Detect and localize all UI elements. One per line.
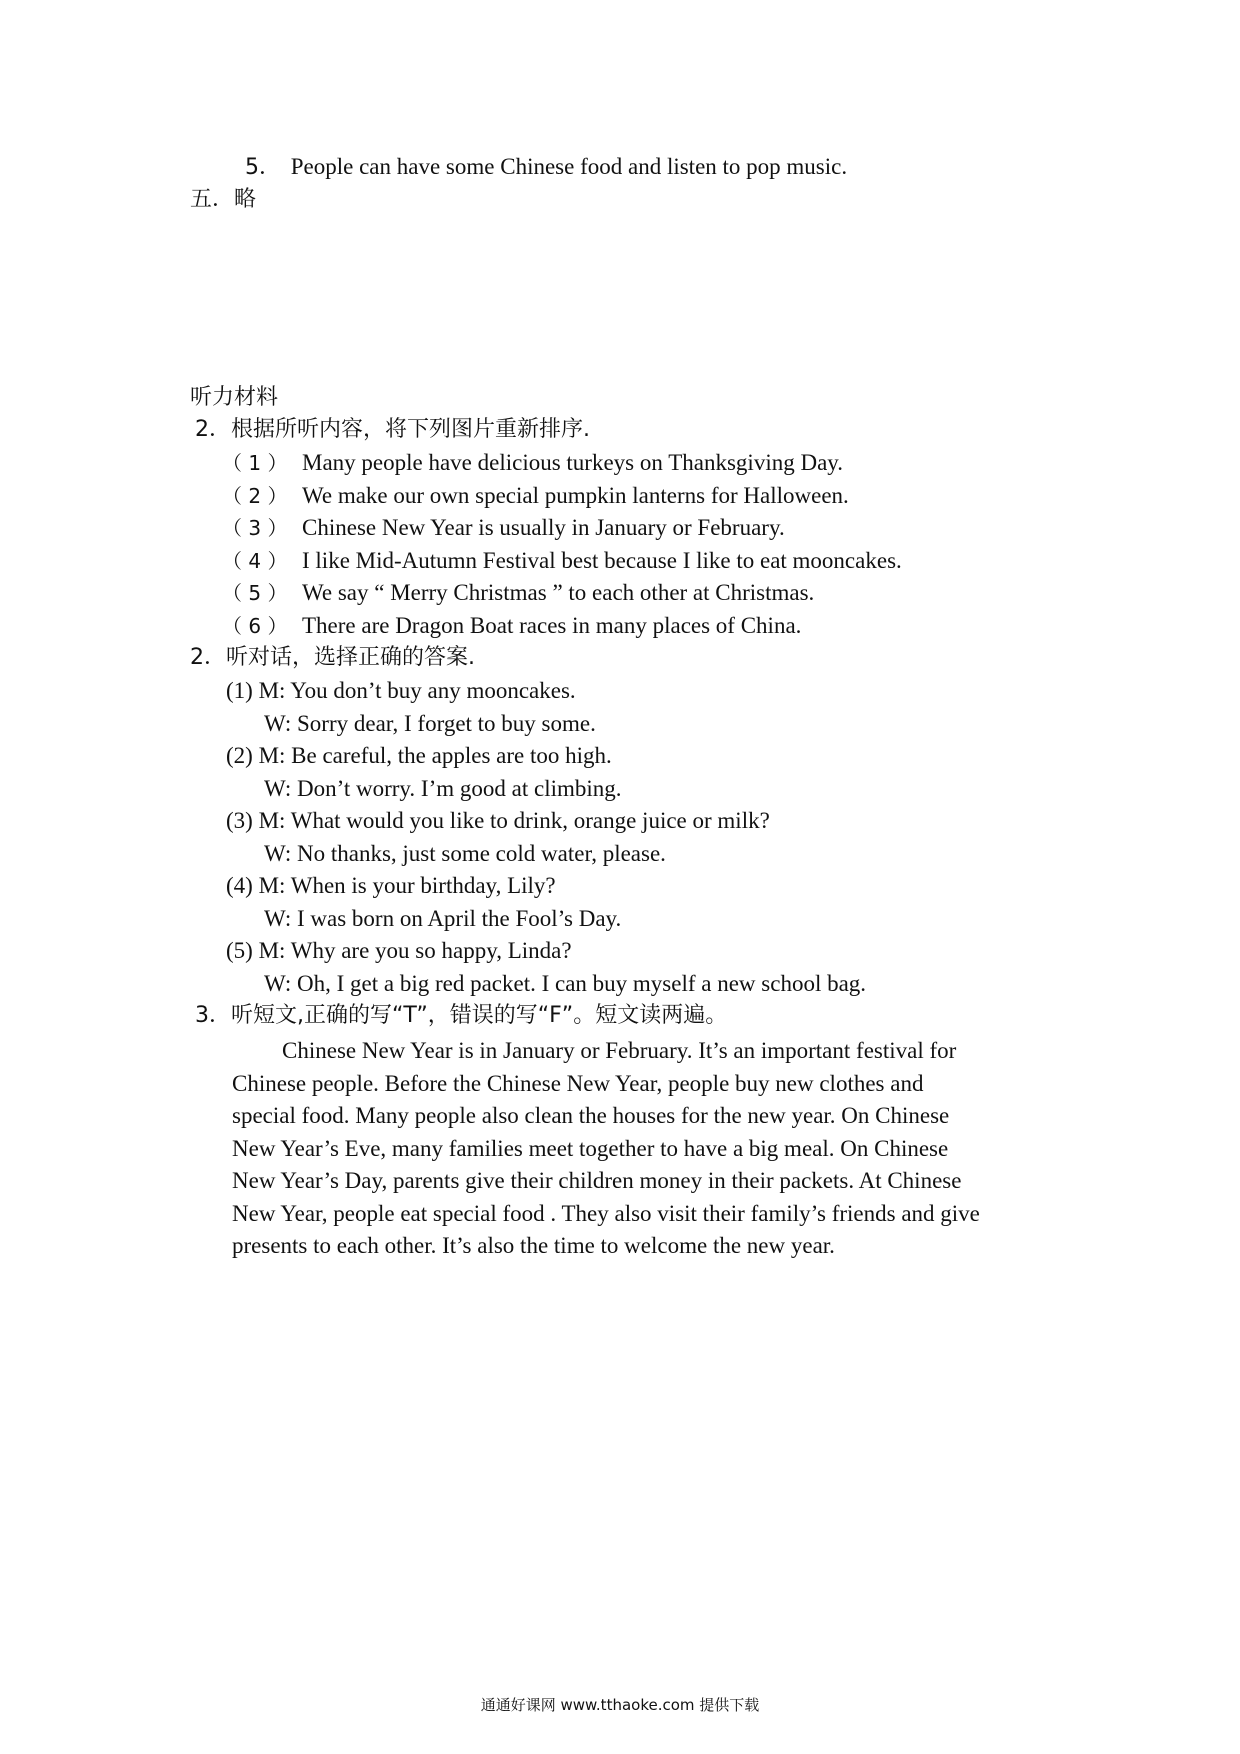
item-text: We make our own special pumpkin lanterns for Halloween. bbox=[302, 483, 849, 508]
passage-line: New Year’s Eve, many families meet together to have a big meal. On Chinese bbox=[232, 1135, 949, 1161]
part2b-title: 2．听对话，选择正确的答案. bbox=[190, 645, 475, 670]
page-footer: 通通好课网 www.tthaoke.com 提供下载 bbox=[480, 1696, 760, 1714]
item-number: （ 5 ） bbox=[222, 581, 288, 605]
item-text: I like Mid-Autumn Festival best because I like to eat mooncakes. bbox=[302, 548, 902, 573]
answer-item-5-text: People can have some Chinese food and listen to pop music. bbox=[290, 154, 848, 179]
item-text: There are Dragon Boat races in many places of China. bbox=[302, 613, 802, 638]
passage-line: Chinese New Year is in January or February. It’s an important festival for bbox=[282, 1038, 957, 1063]
dialogue-w-line: W: Oh, I get a big red packet. I can buy myself a new school bag. bbox=[264, 971, 867, 996]
passage-line: special food. Many people also clean the houses for the new year. On Chinese bbox=[232, 1103, 950, 1128]
dialogue-m-line: (1) M: You don’t buy any mooncakes. bbox=[226, 678, 576, 703]
list-item bbox=[222, 578, 814, 608]
item-number: （ 1 ） bbox=[222, 451, 288, 475]
section-5-label: 五．略 bbox=[190, 187, 257, 212]
answer-item-5 bbox=[245, 152, 847, 183]
item-number: （ 4 ） bbox=[222, 549, 288, 573]
answer-item-5-number: 5． bbox=[245, 155, 281, 180]
part3-title: 3．听短文,正确的写“T”，错误的写“F”。短文读两遍。 bbox=[195, 1003, 728, 1028]
item-text: Many people have delicious turkeys on Thanksgiving Day. bbox=[302, 450, 844, 475]
item-number: （ 3 ） bbox=[222, 516, 288, 540]
list-item bbox=[222, 513, 785, 543]
dialogue-w-line: W: Don’t worry. I’m good at climbing. bbox=[264, 776, 622, 801]
part2a-title: 2．根据所听内容，将下列图片重新排序. bbox=[195, 417, 590, 442]
dialogue-w-line: W: Sorry dear, I forget to buy some. bbox=[264, 711, 596, 736]
dialogue-w-line: W: No thanks, just some cold water, please. bbox=[264, 841, 666, 866]
dialogue-m-line: (3) M: What would you like to drink, orange juice or milk? bbox=[226, 808, 770, 833]
list-item bbox=[222, 448, 843, 478]
passage-line: New Year, people eat special food . They also visit their family’s friends and give bbox=[232, 1200, 980, 1226]
passage-line: New Year’s Day, parents give their children money in their packets. At Chinese bbox=[232, 1168, 962, 1193]
passage-line: presents to each other. It’s also the time to welcome the new year. bbox=[232, 1233, 835, 1258]
item-text: We say “ Merry Christmas ” to each other at Christmas. bbox=[302, 580, 815, 605]
list-item bbox=[222, 481, 849, 511]
part3-passage bbox=[232, 1035, 1062, 1263]
item-number: （ 2 ） bbox=[222, 484, 288, 508]
dialogue-m-line: (5) M: Why are you so happy, Linda? bbox=[226, 938, 572, 963]
list-item bbox=[222, 611, 801, 641]
dialogue-w-line: W: I was born on April the Fool’s Day. bbox=[264, 906, 622, 931]
listening-heading: 听力材料 bbox=[190, 385, 279, 410]
passage-line: Chinese people. Before the Chinese New Year, people buy new clothes and bbox=[232, 1070, 924, 1096]
item-number: （ 6 ） bbox=[222, 614, 288, 638]
item-text: Chinese New Year is usually in January or February. bbox=[302, 515, 785, 540]
dialogue-m-line: (2) M: Be careful, the apples are too high. bbox=[226, 743, 612, 768]
list-item bbox=[222, 546, 902, 576]
dialogue-m-line: (4) M: When is your birthday, Lily? bbox=[226, 873, 556, 898]
